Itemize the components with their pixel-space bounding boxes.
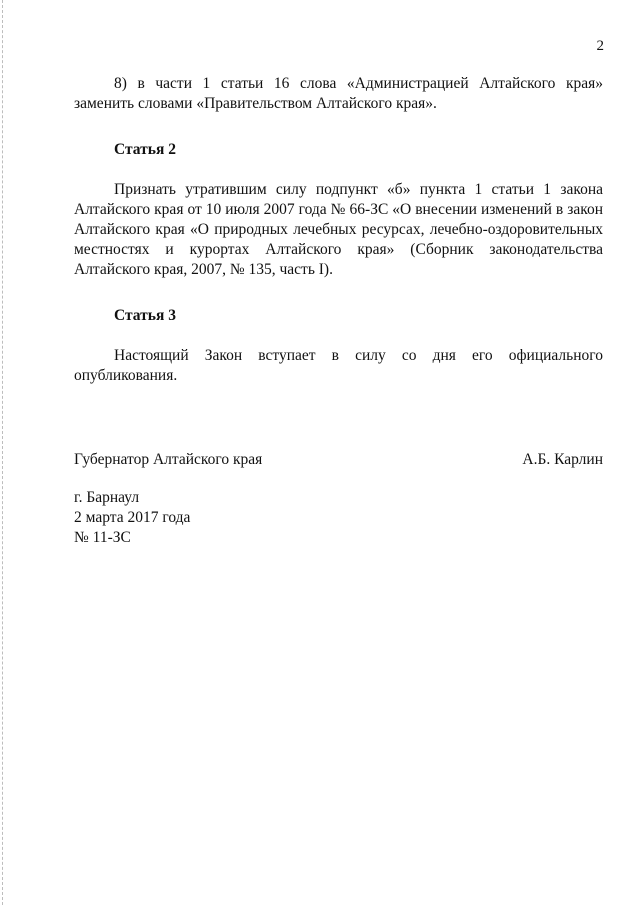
signing-date: 2 марта 2017 года xyxy=(74,509,191,526)
paragraph-item-8: 8) в части 1 статьи 16 слова «Администрацией Алтайского края» заменить словами «Правительством Алтайского края». xyxy=(74,75,603,112)
article-2-heading: Статья 2 xyxy=(114,141,176,158)
place-of-signing: г. Барнаул xyxy=(74,489,140,506)
signatory-title: Губернатор Алтайского края xyxy=(74,451,263,468)
scan-margin-line xyxy=(2,0,3,905)
article-2-text: Признать утратившим силу подпункт «б» пункта 1 статьи 1 закона Алтайского края от 10 июля 2007 года № 66-ЗС «О внесении изменений в закон Алтайского края «О природных лечебных ресурсах, лечебно-оздоровительных местностях и курортах Алтайского края» (Сборник законодательства Алтайского края, 2007, № 135, часть I). xyxy=(74,181,603,278)
article-3-text: Настоящий Закон вступает в силу со дня его официального опубликования. xyxy=(74,347,603,384)
document-body xyxy=(74,74,603,548)
law-number: № 11-ЗС xyxy=(74,529,131,546)
page-number: 2 xyxy=(596,38,604,54)
article-3-heading: Статья 3 xyxy=(114,307,176,324)
signatory-name: А.Б. Карлин xyxy=(522,451,603,468)
signature-block xyxy=(74,450,603,470)
